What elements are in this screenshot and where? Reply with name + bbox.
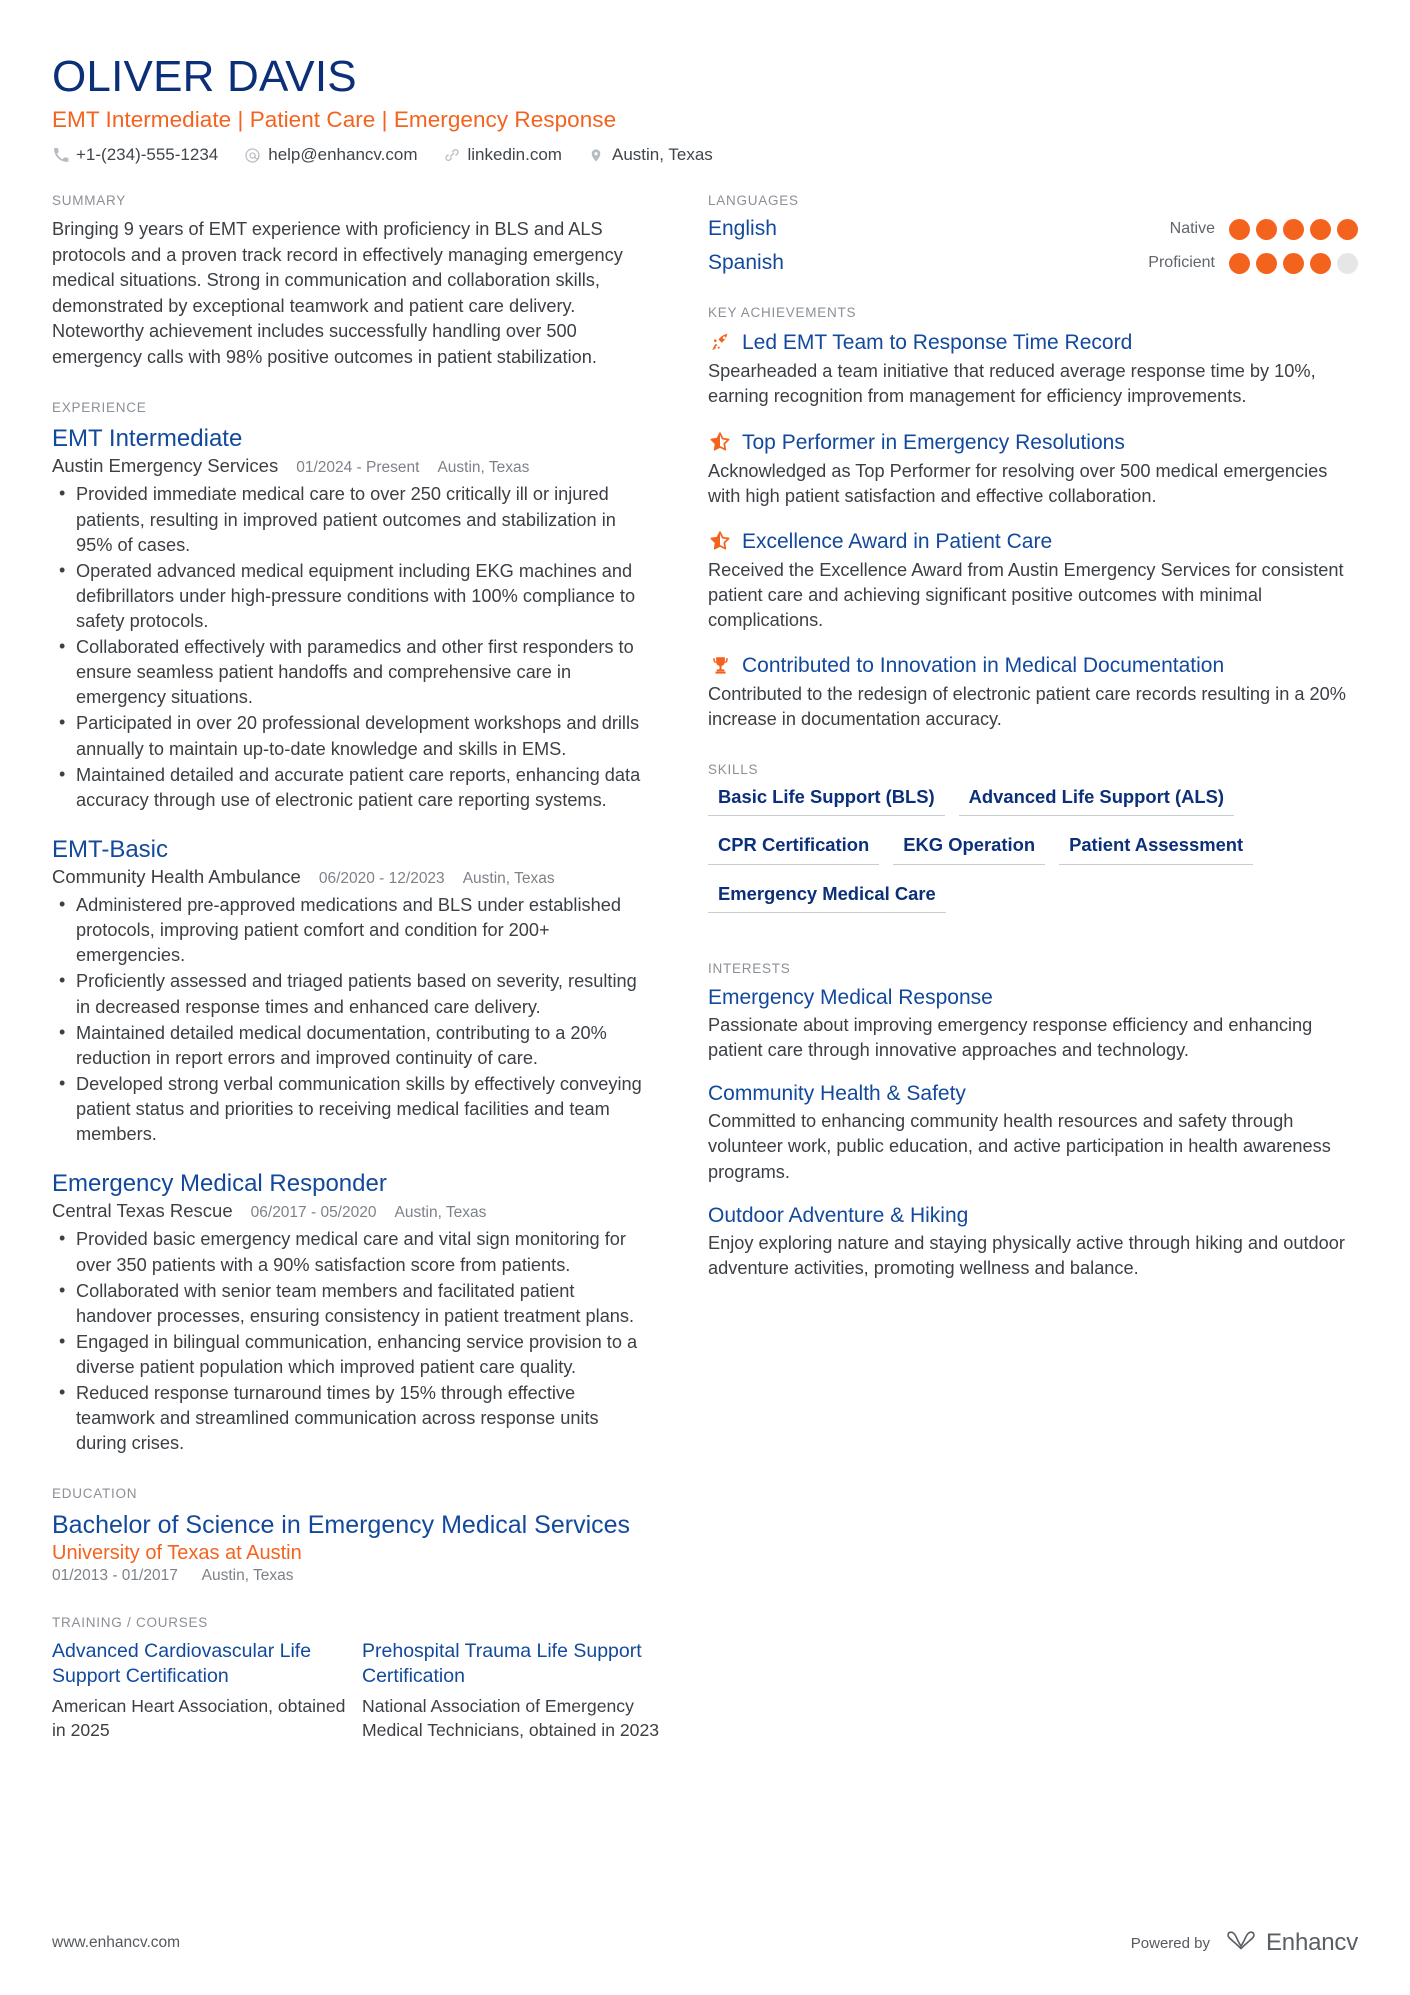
interest-title: Community Health & Safety <box>708 1082 966 1106</box>
resume-header <box>52 52 1358 169</box>
achievement-entry <box>708 652 1358 732</box>
list-item: • Participated in over 20 professional development workshops and drills annually to maintain up-to-date knowledge and skills in EMS. <box>52 711 642 761</box>
experience-company: Central Texas Rescue <box>52 1200 233 1222</box>
half-star-icon <box>708 429 732 455</box>
skills-section-label: SKILLS <box>708 762 759 778</box>
enhancv-brand-name: Enhancv <box>1266 1929 1358 1956</box>
experience-entry <box>52 835 642 1147</box>
experience-location: Austin, Texas <box>437 459 530 477</box>
list-item: • Provided immediate medical care to over 250 critically ill or injured patients, resulting in improved patient outcomes and stabilization in 95% of cases. <box>52 482 642 557</box>
left-column <box>52 193 670 1773</box>
contact-link[interactable] <box>443 145 562 165</box>
list-item: • Developed strong verbal communication skills by effectively conveying patient status and priorities to receiving medical facilities and team members. <box>52 1072 642 1147</box>
achievement-description: Spearheaded a team initiative that reduced average response time by 10%, earning recognition from management for efficiency improvements. <box>708 361 1316 407</box>
achievement-header <box>708 329 1358 356</box>
list-item: • Maintained detailed medical documentation, contributing to a 20% reduction in report errors and improved continuity of care. <box>52 1021 642 1071</box>
interest-entry <box>708 985 1358 1063</box>
rating-dot <box>1283 253 1304 274</box>
experience-company: Community Health Ambulance <box>52 866 301 888</box>
location-pin-icon <box>588 147 605 164</box>
skill-tag: EKG Operation <box>893 834 1045 864</box>
list-item: • Proficiently assessed and triaged patients based on severity, resulting in decreased response times and enhanced care delivery. <box>52 969 642 1019</box>
language-level: Proficient <box>1148 254 1215 272</box>
key-achievements-section-label: KEY ACHIEVEMENTS <box>708 305 857 321</box>
experience-location: Austin, Texas <box>462 870 555 888</box>
education-section <box>52 1486 642 1585</box>
list-item: • Maintained detailed and accurate patient care reports, enhancing data accuracy through use of electronic patient care reporting systems. <box>52 763 642 813</box>
experience-bullets <box>52 482 642 812</box>
skills-list <box>708 786 1358 930</box>
education-school: University of Texas at Austin <box>52 1542 302 1565</box>
interest-entry <box>708 1081 1358 1185</box>
achievement-description: Received the Excellence Award from Austin Emergency Services for consistent patient care and achieving significant positive outcomes with minimal complications. <box>708 559 1344 631</box>
powered-by-label: Powered by <box>1130 1934 1210 1952</box>
rocket-trajectory-icon <box>708 329 732 355</box>
experience-job-title: EMT Intermediate <box>52 425 243 453</box>
list-item: • Engaged in bilingual communication, enhancing service provision to a diverse patient population which improved patient care quality. <box>52 1330 642 1380</box>
achievement-entry <box>708 329 1358 409</box>
experience-meta <box>52 1200 642 1222</box>
training-section <box>52 1615 660 1743</box>
resume-footer <box>52 1929 1358 1957</box>
list-item: • Reduced response turnaround times by 15% through effective teamwork and streamlined communication across response units during crises. <box>52 1381 642 1456</box>
right-column <box>708 193 1358 1311</box>
skill-tag: CPR Certification <box>708 834 879 864</box>
summary-text: Bringing 9 years of EMT experience with proficiency in BLS and ALS protocols and a proven track record in effectively managing emergency medical situations. Strong in communication and collaboration skills, demonstrated by exceptional teamwork and patient care delivery. Noteworthy achievement includes successfully handling over 500 emergency calls with 98% positive outcomes in patient stabilization. <box>52 219 623 367</box>
training-item <box>362 1639 662 1743</box>
experience-entry <box>52 424 642 813</box>
rating-dot <box>1310 253 1331 274</box>
email-icon <box>244 147 261 164</box>
key-achievements-section <box>708 305 1358 732</box>
link-icon <box>443 147 460 164</box>
rating-dot <box>1256 219 1277 240</box>
experience-section-label: EXPERIENCE <box>52 400 147 416</box>
rating-dot <box>1283 219 1304 240</box>
achievement-title: Excellence Award in Patient Care <box>742 529 1053 553</box>
phone-icon <box>52 147 69 164</box>
language-row <box>708 217 1358 241</box>
list-item: • Operated advanced medical equipment including EKG machines and defibrillators under high-pressure conditions with 100% compliance to safety protocols. <box>52 559 642 634</box>
interest-title: Emergency Medical Response <box>708 985 993 1009</box>
achievement-title: Contributed to Innovation in Medical Documentation <box>742 654 1225 678</box>
experience-job-title: Emergency Medical Responder <box>52 1170 387 1198</box>
footer-branding <box>1131 1929 1358 1957</box>
experience-dates: 01/2024 - Present <box>296 459 420 477</box>
training-title: Prehospital Trauma Life Support Certification <box>362 1640 642 1687</box>
rating-dot <box>1337 253 1358 274</box>
language-rating-dots <box>1229 219 1358 240</box>
experience-job-title: EMT-Basic <box>52 835 169 863</box>
language-name: English <box>708 217 777 241</box>
experience-entry <box>52 1169 642 1456</box>
achievement-header <box>708 528 1358 555</box>
skill-tag: Patient Assessment <box>1059 834 1253 864</box>
languages-section <box>708 193 1358 275</box>
skill-tag: Emergency Medical Care <box>708 883 946 913</box>
achievement-description: Acknowledged as Top Performer for resolving over 500 medical emergencies with high patient satisfaction and effective collaboration. <box>708 460 1328 506</box>
contact-email[interactable] <box>244 145 417 165</box>
achievement-entry <box>708 429 1358 509</box>
achievement-title: Led EMT Team to Response Time Record <box>742 331 1133 355</box>
experience-bullets <box>52 1227 642 1456</box>
contact-location <box>588 145 713 165</box>
trophy-icon <box>708 652 732 678</box>
language-row <box>708 251 1358 275</box>
experience-location: Austin, Texas <box>394 1204 487 1222</box>
achievement-entry <box>708 528 1358 633</box>
education-location: Austin, Texas <box>201 1567 294 1585</box>
candidate-headline: EMT Intermediate | Patient Care | Emergency Response <box>52 107 617 133</box>
rating-dot <box>1229 219 1250 240</box>
rating-dot <box>1256 253 1277 274</box>
interests-section <box>708 961 1358 1282</box>
education-dates: 01/2013 - 01/2017 <box>52 1567 178 1585</box>
skill-tag: Advanced Life Support (ALS) <box>959 786 1234 816</box>
footer-website-url[interactable]: www.enhancv.com <box>52 1934 181 1951</box>
rating-dot <box>1337 219 1358 240</box>
rating-dot <box>1310 219 1331 240</box>
enhancv-logo <box>1224 1929 1358 1957</box>
experience-bullets <box>52 893 642 1147</box>
interest-description: Enjoy exploring nature and staying physically active through hiking and outdoor adventure activities, promoting wellness and balance. <box>708 1232 1345 1279</box>
training-description: National Association of Emergency Medical Technicians, obtained in 2023 <box>362 1696 660 1741</box>
language-name: Spanish <box>708 251 784 275</box>
list-item: • Provided basic emergency medical care and vital sign monitoring for over 350 patients with a 90% satisfaction score from patients. <box>52 1227 642 1277</box>
contact-email-text: help@enhancv.com <box>268 145 418 165</box>
contact-row <box>52 145 1358 165</box>
experience-dates: 06/2020 - 12/2023 <box>318 870 445 888</box>
training-title: Advanced Cardiovascular Life Support Certification <box>52 1640 312 1687</box>
education-section-label: EDUCATION <box>52 1486 138 1502</box>
list-item: • Collaborated with senior team members and facilitated patient handover processes, ensuring consistency in patient treatment plans. <box>52 1279 642 1329</box>
interest-description: Passionate about improving emergency response efficiency and enhancing patient care through innovative approaches and technology. <box>708 1014 1313 1060</box>
contact-phone[interactable] <box>52 145 218 165</box>
half-star-icon <box>708 528 732 554</box>
enhancv-mark-icon <box>1224 1930 1258 1957</box>
interest-description: Committed to enhancing community health resources and safety through volunteer work, public education, and active participation in health awareness programs. <box>708 1111 1331 1182</box>
language-level: Native <box>1169 220 1215 238</box>
achievement-header <box>708 652 1358 679</box>
candidate-name: OLIVER DAVIS <box>52 52 357 101</box>
contact-phone-text: +1-(234)-555-1234 <box>76 145 219 165</box>
rating-dot <box>1229 253 1250 274</box>
experience-section <box>52 400 642 1456</box>
list-item: • Administered pre-approved medications and BLS under established protocols, improving patient comfort and condition for 200+ emergencies. <box>52 893 642 968</box>
training-grid <box>52 1639 660 1743</box>
education-meta <box>52 1567 642 1585</box>
summary-section <box>52 193 642 370</box>
skills-section <box>708 762 1358 930</box>
contact-location-text: Austin, Texas <box>611 145 713 165</box>
training-section-label: TRAINING / COURSES <box>52 1615 209 1631</box>
interest-entry <box>708 1203 1358 1281</box>
languages-section-label: LANGUAGES <box>708 193 799 209</box>
language-rating-dots <box>1229 253 1358 274</box>
interests-section-label: INTERESTS <box>708 960 791 976</box>
experience-meta <box>52 455 642 477</box>
skill-tag: Basic Life Support (BLS) <box>708 786 945 816</box>
contact-link-text: linkedin.com <box>467 145 562 165</box>
training-description: American Heart Association, obtained in 2025 <box>52 1696 346 1741</box>
experience-dates: 06/2017 - 05/2020 <box>250 1204 377 1222</box>
achievement-title: Top Performer in Emergency Resolutions <box>742 430 1125 454</box>
experience-company: Austin Emergency Services <box>52 455 279 477</box>
experience-meta <box>52 866 642 888</box>
achievement-description: Contributed to the redesign of electronic patient care records resulting in a 20% increase in documentation accuracy. <box>708 684 1346 730</box>
list-item: • Collaborated effectively with paramedics and other first responders to ensure seamless patient handoffs and comprehensive care in emergency situations. <box>52 635 642 710</box>
interest-title: Outdoor Adventure & Hiking <box>708 1203 969 1227</box>
resume-columns <box>52 193 1358 1773</box>
summary-section-label: SUMMARY <box>52 193 127 209</box>
achievement-header <box>708 429 1358 456</box>
education-degree: Bachelor of Science in Emergency Medical Services <box>52 1511 631 1540</box>
training-item <box>52 1639 352 1743</box>
